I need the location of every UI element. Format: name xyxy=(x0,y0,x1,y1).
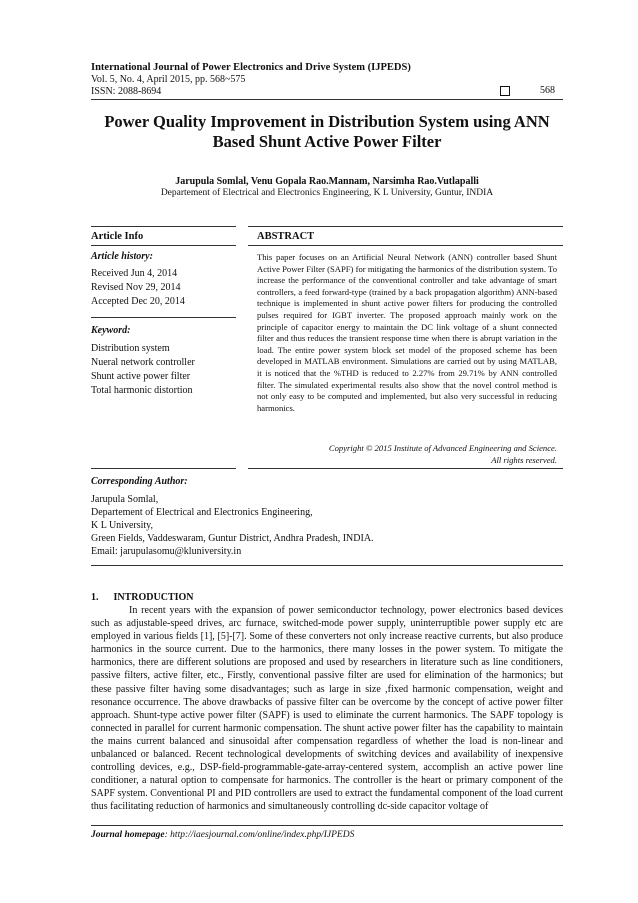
received-date: Received Jun 4, 2014 xyxy=(91,268,178,279)
corr-line: Jarupula Somlal, xyxy=(91,494,159,505)
journal-homepage xyxy=(91,830,354,840)
corresponding-bottom-rule xyxy=(91,565,563,566)
page-number: 568 xyxy=(540,85,555,96)
keyword-item: Shunt active power filter xyxy=(91,371,191,382)
article-info-heading: Article Info xyxy=(91,231,144,242)
intro-heading: 1. INTRODUCTION xyxy=(91,592,194,603)
copyright-line-1: Copyright © 2015 Institute of Advanced Engineering and Science. xyxy=(328,443,557,453)
article-history xyxy=(91,267,185,309)
corr-line: K L University, xyxy=(91,520,154,531)
article-info-rule xyxy=(91,245,236,246)
revised-date: Revised Nov 29, 2014 xyxy=(91,282,181,293)
corresponding-details xyxy=(91,493,374,558)
title-line-1: Power Quality Improvement in Distribution System using ANN xyxy=(104,112,550,131)
authors: Jarupula Somlal, Venu Gopala Rao.Mannam, Narsimha Rao.Vutlapalli xyxy=(175,176,479,187)
copyright xyxy=(257,442,557,466)
abstract-rule xyxy=(248,245,563,246)
title-line-2: Based Shunt Active Power Filter xyxy=(212,132,442,151)
checkbox-icon xyxy=(500,86,510,96)
homepage-label: Journal homepage xyxy=(91,830,165,840)
keyword-list xyxy=(91,342,195,398)
abstract-top-rule xyxy=(248,226,563,227)
keyword-item: Distribution system xyxy=(91,343,170,354)
corr-email: Email: jarupulasomu@kluniversity.in xyxy=(91,546,242,557)
abstract-text: This paper focuses on an Artificial Neural Network (ANN) controller based Shunt Active Power Filter (SAPF) for mitigating the harmonics of the distribution system. To increase the performance of the conventional controller and take advantage of smart controllers, a feed forward-type (trained by a back propagation algorithm) ANN-based technique is implemented in shunt active power filters for producing the controlled pulses required for IGBT inverter. The proposed approach mainly work on the principle of capacitor energy to maintain the DC link voltage of a shunt connected filter and thus reduces the transient response time when there is abrupt variation in the load. The entire power system block set model of the proposed scheme has been developed in MATLAB environment. Simulations are carried out by using MATLAB, it is noticed that the %THD is reduced to 2.27% from 29.71% by ANN controlled filter. The simulated experimental results also show that the novel control method is not only easy to be computed and implemented, but also very successful in reducing harmonics. xyxy=(257,252,557,413)
volume-info: Vol. 5, No. 4, April 2015, pp. 568~575 xyxy=(91,74,246,85)
homepage-url[interactable]: : http://iaesjournal.com/online/index.php/IJPEDS xyxy=(164,830,355,840)
corr-line: Departement of Electrical and Electronics Engineering, xyxy=(91,507,313,518)
issn: ISSN: 2088-8694 xyxy=(91,86,162,97)
keyword-rule xyxy=(91,317,236,318)
keyword-item: Nueral network controller xyxy=(91,357,195,368)
article-info-top-rule xyxy=(91,226,236,227)
journal-name: International Journal of Power Electronics and Drive System (IJPEDS) xyxy=(91,62,411,73)
keyword-label: Keyword: xyxy=(91,325,131,336)
keyword-item: Total harmonic distortion xyxy=(91,385,193,396)
intro-text: In recent years with the expansion of power semiconductor technology, power electronics based devices such as adjustable-speed drives, arc furnace, switched-mode power supply, uninterruptible power supply etc are employed in various fields [1], [5]-[7]. Some of these converters not only increase reactive currents, but also produce harmonics in the source current. Due to the harmonics, there many losses in the power system. To mitigate the harmonics, there are different solutions are proposed and used by researchers in literature such as line conditioners, passive filters, active filter, etc., Firstly, conventional passive filter are used for elimination of the harmonics; but these passive filter having some disadvantages; such as large in size ,fixed harmonic compensation, weight and resonance occurrence. The above drawbacks of passive filter can be overcome by the concept of active power filter approach. Shunt-type active power filter (SAPF) is used to eliminate the current harmonics. The SAPF topology is connected in parallel for current harmonic compensation. The shunt active power filter has the capability to maintain the mains current balanced and sinusoidal after compensation regardless of whether the load is non-linear and unbalanced or balanced. Recent technological developments of switching devices and availability of inexpensive controlling devices, e.g., DSP-field-programmable-gate-array-centered system, accomplish an active power line conditioner, a natural option to compensate for harmonics. The controller is the heart or primary component of the SAPF system. Conventional PI and PID controllers are used to extract the fundamental component of the load current thus facilitating reduction of harmonics and simultaneously controlling dc-side capacitor voltage of xyxy=(91,605,563,813)
corresponding-label: Corresponding Author: xyxy=(91,476,188,487)
info-bottom-rule xyxy=(91,468,236,469)
accepted-date: Accepted Dec 20, 2014 xyxy=(91,296,185,307)
abstract-heading: ABSTRACT xyxy=(257,231,315,242)
header-rule xyxy=(91,99,563,100)
intro-paragraph xyxy=(91,604,563,814)
abstract-bottom-rule xyxy=(248,468,563,469)
affiliation: Departement of Electrical and Electronics Engineering, K L University, Guntur, INDIA xyxy=(160,188,494,198)
footer-rule xyxy=(91,825,563,826)
copyright-line-2: All rights reserved. xyxy=(491,455,557,465)
corr-line: Green Fields, Vaddeswaram, Guntur District, Andhra Pradesh, INDIA. xyxy=(91,533,374,544)
history-label: Article history: xyxy=(91,251,153,262)
paper-title xyxy=(80,112,574,152)
